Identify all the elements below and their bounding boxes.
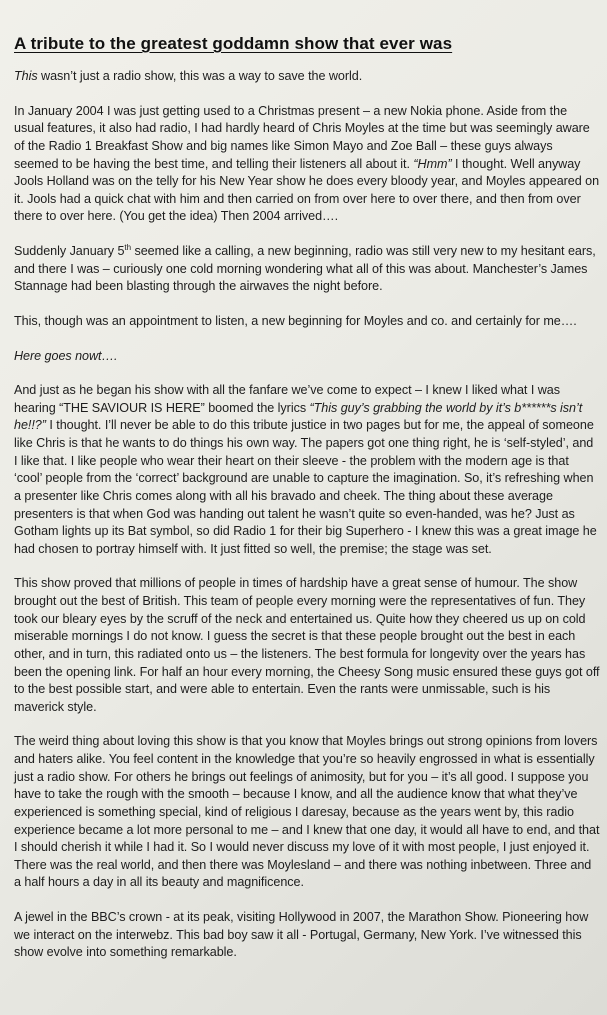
january-text-a: Suddenly January 5 — [14, 244, 125, 258]
nokia-text-a: In January 2004 I was just getting used to a Christmas present – a new Nokia phone. Aside from the usual features, it also had radio, I had hardly heard of Chris Moyles at the time but was seemingly aware of the Radio 1 Breakfast Show and big names like Simon Mayo and Zoe Ball – these guys always seemed to be having the best time, and telling their listeners all about it. — [14, 103, 590, 171]
paragraph-here-goes: Here goes nowt…. — [14, 348, 118, 363]
saviour-quote: “This guy’s grabbing the world by it’s b******s isn’t he!!?” — [14, 400, 583, 433]
paragraph-intro — [14, 68, 600, 86]
paragraph-appointment: This, though was an appointment to listen, a new beginning for Moyles and co. and certainly for me…. — [14, 313, 577, 328]
january-text-b: seemed like a calling, a new beginning, radio was still very new to my hesitant ears, and there I was – curiously one cold morning wondering what all of this was about. Manchester’s James Stannage had been blasting through the airwaves the night before. — [14, 244, 596, 294]
ordinal-suffix: th — [124, 242, 131, 252]
saviour-text-a: And just as he began his show with all the fanfare we’ve come to expect – I knew I liked what I was hearing “THE SAVIOUR IS HERE” boomed the lyrics — [14, 383, 560, 415]
paragraph-january — [14, 243, 600, 296]
paragraph-weird-thing: The weird thing about loving this show is that you know that Moyles brings out strong opinions from lovers and haters alike. You feel content in the knowledge that you’re so heavily engrossed in what is essentially just a radio show. For others he brings out feelings of animosity, but for you – it’s all good. I suppose you have to take the rough with the smooth – because I know, and all the audience know that what they’ve experienced is something special, kind of religious I daresay, because as the years went by, this radio experience became a lot more personal to me – and I knew that one day, it would all have to end, and that I should cherish it while I had it. So I would never discuss my love of it with most people, I just enjoyed it. There was the real world, and then there was Moylesland – and there was nothing inbetween. Three and a half hours a day in all its beauty and magnificence. — [14, 734, 600, 890]
paragraph-jewel: A jewel in the BBC’s crown - at its peak, visiting Hollywood in 2007, the Marathon Show. Pioneering how we interact on the interwebz. This bad boy saw it all - Portugal, Germany, New York. I’ve witnessed this show evolve into something remarkable. — [14, 910, 589, 960]
saviour-text-b: I thought. I’ll never be able to do this tribute justice in two pages but for me, the appeal of someone like Chris is that he wants to do things his own way. The papers got one thing right, he is ‘self-styled’, and I like that. I like people who wear their heart on their sleeve - the problem with the modern age is that ‘cool’ people from the ‘correct’ background are unable to capture the imagination. So, it’s refreshing when a presenter like Chris comes along with all his bravado and cheek. The thing about these average presenters is that when God was handing out talent he wasn’t quite so even-handed, was he? Just as Gotham lights up its Bat symbol, so did Radio 1 for their big Superhero - I knew this was a great image he had chosen to portray himself with. It just fitted so well, the premise; the stage was set. — [14, 418, 597, 556]
paragraph-nokia — [14, 103, 600, 226]
document-title: A tribute to the greatest goddamn show that ever was — [14, 34, 453, 53]
paragraph-saviour — [14, 382, 600, 558]
hmm-quote: “Hmm” — [413, 156, 452, 171]
document-page — [14, 34, 600, 979]
nokia-text-b: I thought. Well anyway Jools Holland was on the telly for his New Year show he does every bloody year, and Moyles appeared on it. Jools had a quick chat with him and then carried on from over here to over there, and then from over there to over here. (You get the idea) Then 2004 arrived…. — [14, 156, 600, 224]
intro-lead-word: This — [14, 69, 38, 83]
intro-text: wasn’t just a radio show, this was a way to save the world. — [37, 69, 363, 83]
paragraph-humour: This show proved that millions of people in times of hardship have a great sense of humour. The show brought out the best of British. This team of people every morning were the representatives of fun. They took our bleary eyes by the scruff of the neck and entertained us. Quite how they cheered us up on cold miserable mornings I do not know. I guess the secret is that these people brought out the best in each other, and in turn, this radiated onto us – the listeners. The best formula for longevity over the years has been the opening link. For half an hour every morning, the Cheesy Song music ensured these guys got off to the best possible start, and were able to entertain. Even the rants were unmissable, such is his maverick style. — [14, 576, 600, 714]
